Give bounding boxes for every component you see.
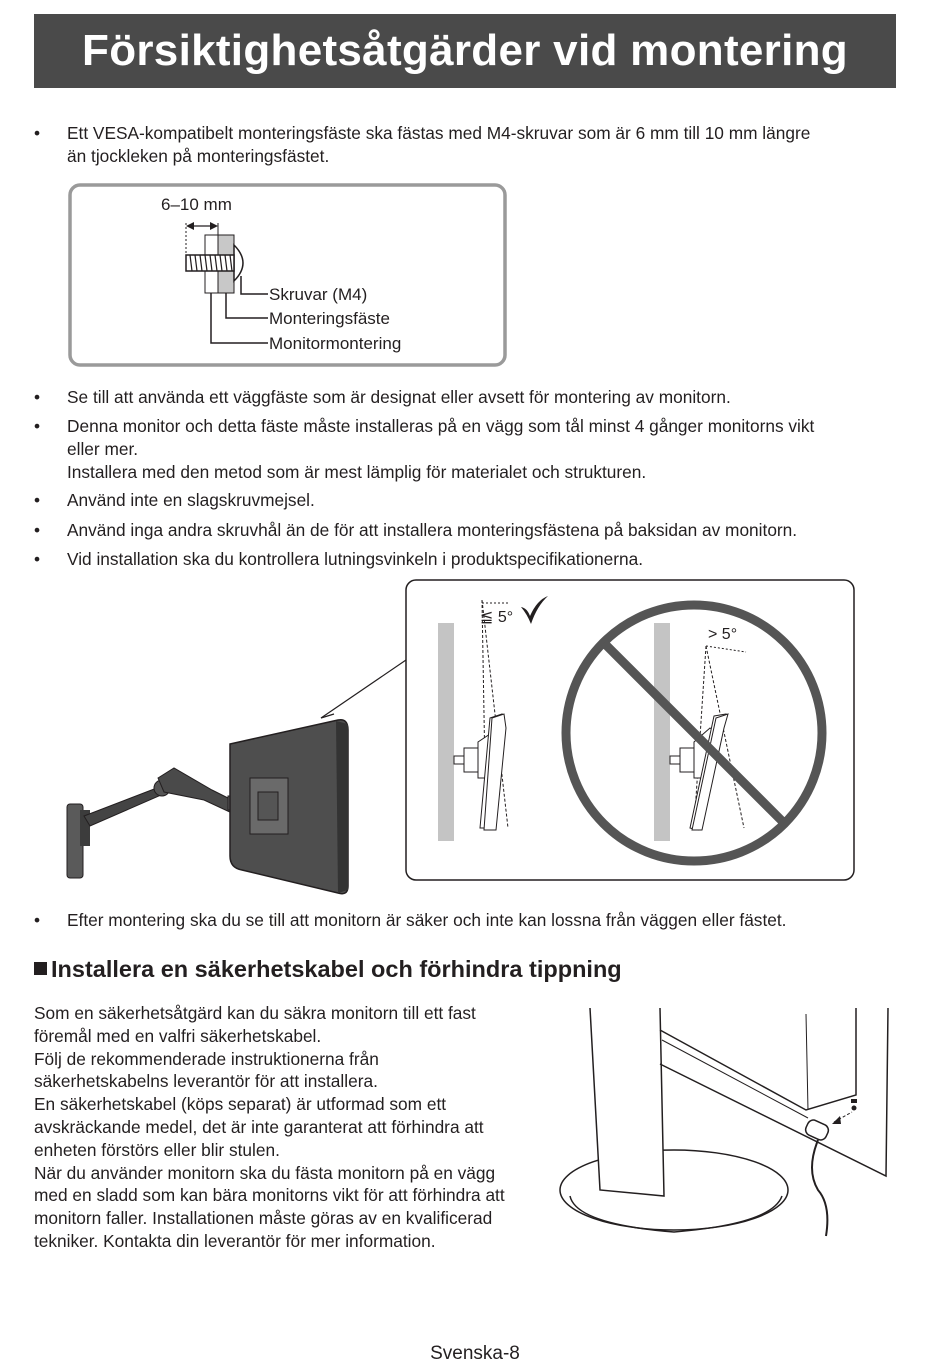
- tilt-diagram-graphic: [34, 578, 864, 898]
- bullet-symbol: •: [34, 520, 41, 540]
- paragraph-line: Följ de rekommenderade instruktionerna från: [34, 1048, 379, 1069]
- paragraph-line: avskräckande medel, det är inte garanterat att förhindra att: [34, 1116, 484, 1137]
- bullet-symbol: •: [34, 387, 41, 407]
- bullet-line: Denna monitor och detta fäste måste installeras på en vägg som tål minst 4 gånger monitorns vikt: [67, 416, 815, 436]
- bullet-symbol: •: [34, 549, 41, 569]
- bullet-line: Efter montering ska du se till att monitorn är säker och inte kan lossna från väggen eller fästet.: [67, 910, 787, 930]
- paragraph-line: En säkerhetskabel (köps separat) är utformad som ett: [34, 1094, 447, 1115]
- bullet-line: Installera med den metod som är mest lämplig för materialet och strukturen.: [67, 462, 647, 482]
- bullet-line: Använd inga andra skruvhål än de för att installera monteringsfästena på baksidan av monitorn.: [67, 520, 798, 540]
- list-item: [34, 519, 896, 542]
- tilt-ng-label: > 5°: [708, 626, 738, 643]
- bullet-line: än tjockleken på monteringsfästet.: [67, 146, 330, 166]
- square-bullet-icon: [34, 962, 47, 975]
- bullet-line: Se till att använda ett väggfäste som är designat eller avsett för montering av monitorn.: [67, 387, 731, 407]
- security-cable-illustration: [556, 1000, 916, 1240]
- bullet-symbol: •: [34, 123, 41, 143]
- list-item: [34, 386, 896, 409]
- section-heading-text: Installera en säkerhetskabel och förhindra tippning: [51, 956, 622, 982]
- section-heading: [34, 953, 894, 985]
- page-number: Svenska-8: [430, 1343, 520, 1364]
- paragraph-line: med en sladd som kan bära monitorns vikt för att förhindra att: [34, 1185, 505, 1206]
- security-paragraph: [34, 1002, 564, 1253]
- bullet-line: eller mer.: [67, 439, 139, 459]
- bullet-line: Ett VESA-kompatibelt monteringsfäste ska fästas med M4-skruvar som är 6 mm till 10 mm längre: [67, 123, 811, 143]
- tilt-diagram: [34, 578, 864, 898]
- security-lock-icon: [556, 1000, 916, 1240]
- bullet-line: Vid installation ska du kontrollera lutningsvinkeln i produktspecifikationerna.: [67, 549, 644, 569]
- paragraph-line: Som en säkerhetsåtgärd kan du säkra monitorn till ett fast: [34, 1003, 476, 1023]
- paragraph-line: säkerhetskabelns leverantör för att installera.: [34, 1071, 378, 1092]
- monitor-mount-label: Monitormontering: [269, 334, 402, 353]
- bracket-label: Monteringsfäste: [269, 309, 390, 328]
- bullet-symbol: •: [34, 910, 41, 930]
- paragraph-line: När du använder monitorn ska du fästa monitorn på en vägg: [34, 1162, 496, 1183]
- list-item: [34, 548, 896, 571]
- paragraph-line: föremål med en valfri säkerhetskabel.: [34, 1025, 322, 1046]
- paragraph-line: tekniker. Kontakta din leverantör för mer information.: [34, 1230, 436, 1251]
- screw-label: Skruvar (M4): [269, 285, 368, 304]
- tilt-ok-label: ≦ 5°: [480, 609, 514, 626]
- bullet-line: Använd inte en slagskruvmejsel.: [67, 490, 315, 510]
- dimension-label: 6–10 mm: [161, 195, 232, 214]
- page-title: Försiktighetsåtgärder vid montering: [34, 14, 896, 88]
- bullet-symbol: •: [34, 490, 41, 510]
- list-item: [34, 489, 896, 512]
- list-item: [34, 122, 896, 168]
- list-item: [34, 909, 896, 932]
- screw-diagram: [68, 183, 508, 369]
- bullet-symbol: •: [34, 416, 41, 436]
- paragraph-line: monitorn faller. Installationen måste göras av en kvalificerad: [34, 1208, 493, 1229]
- paragraph-line: enheten förstörs eller blir stulen.: [34, 1139, 280, 1160]
- list-item: [34, 415, 896, 484]
